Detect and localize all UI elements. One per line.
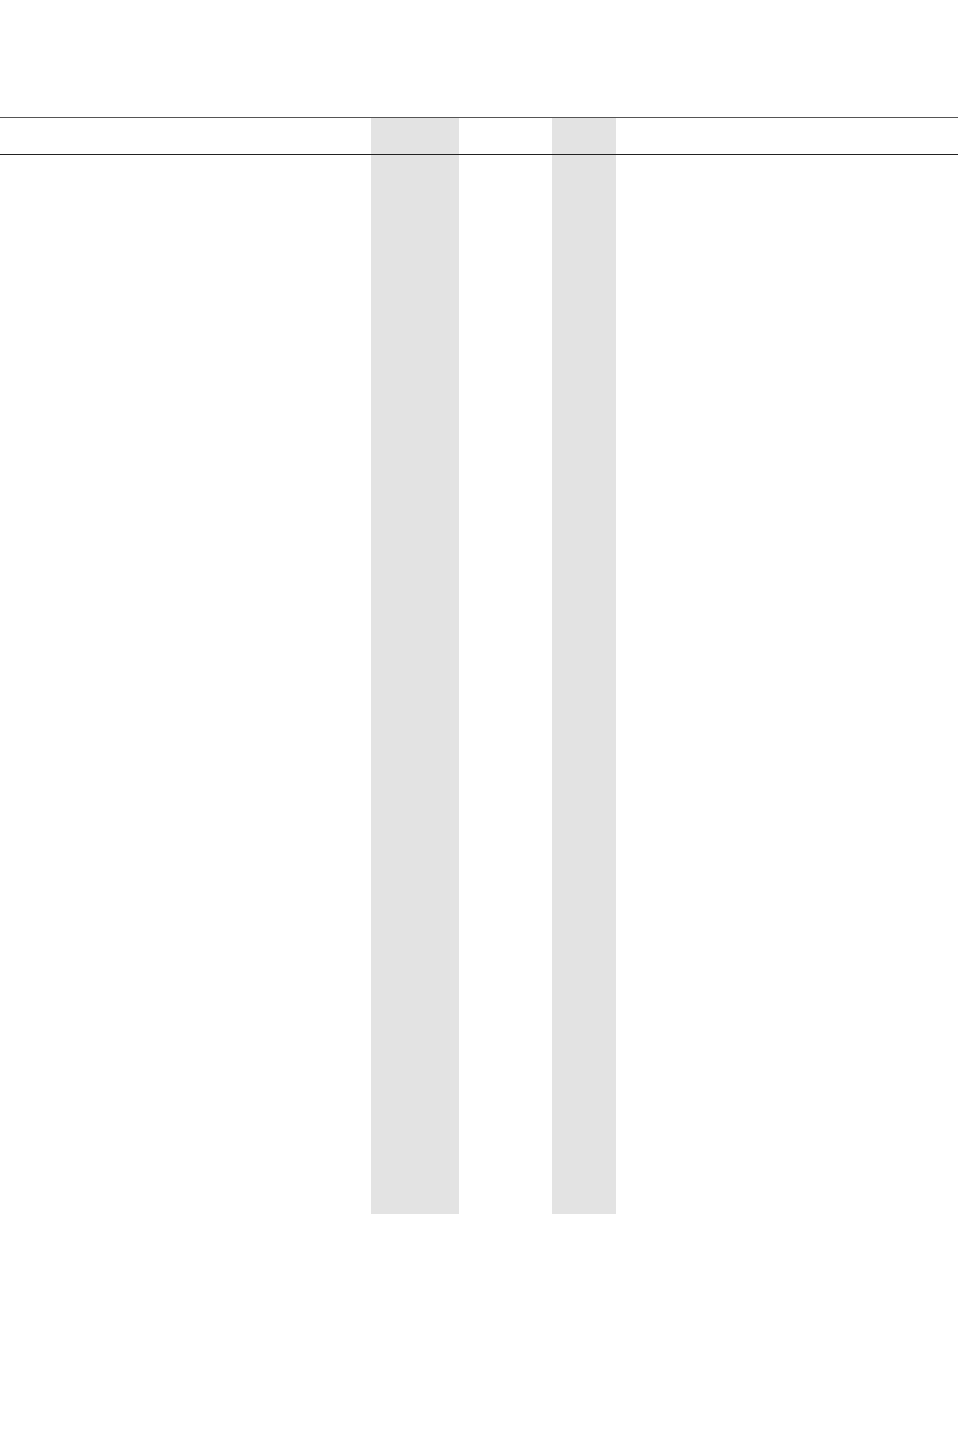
page-footer — [714, 1415, 729, 1430]
table-header — [0, 117, 958, 155]
column-highlight-kv4 — [552, 117, 616, 1214]
column-highlight-helar — [371, 117, 459, 1214]
